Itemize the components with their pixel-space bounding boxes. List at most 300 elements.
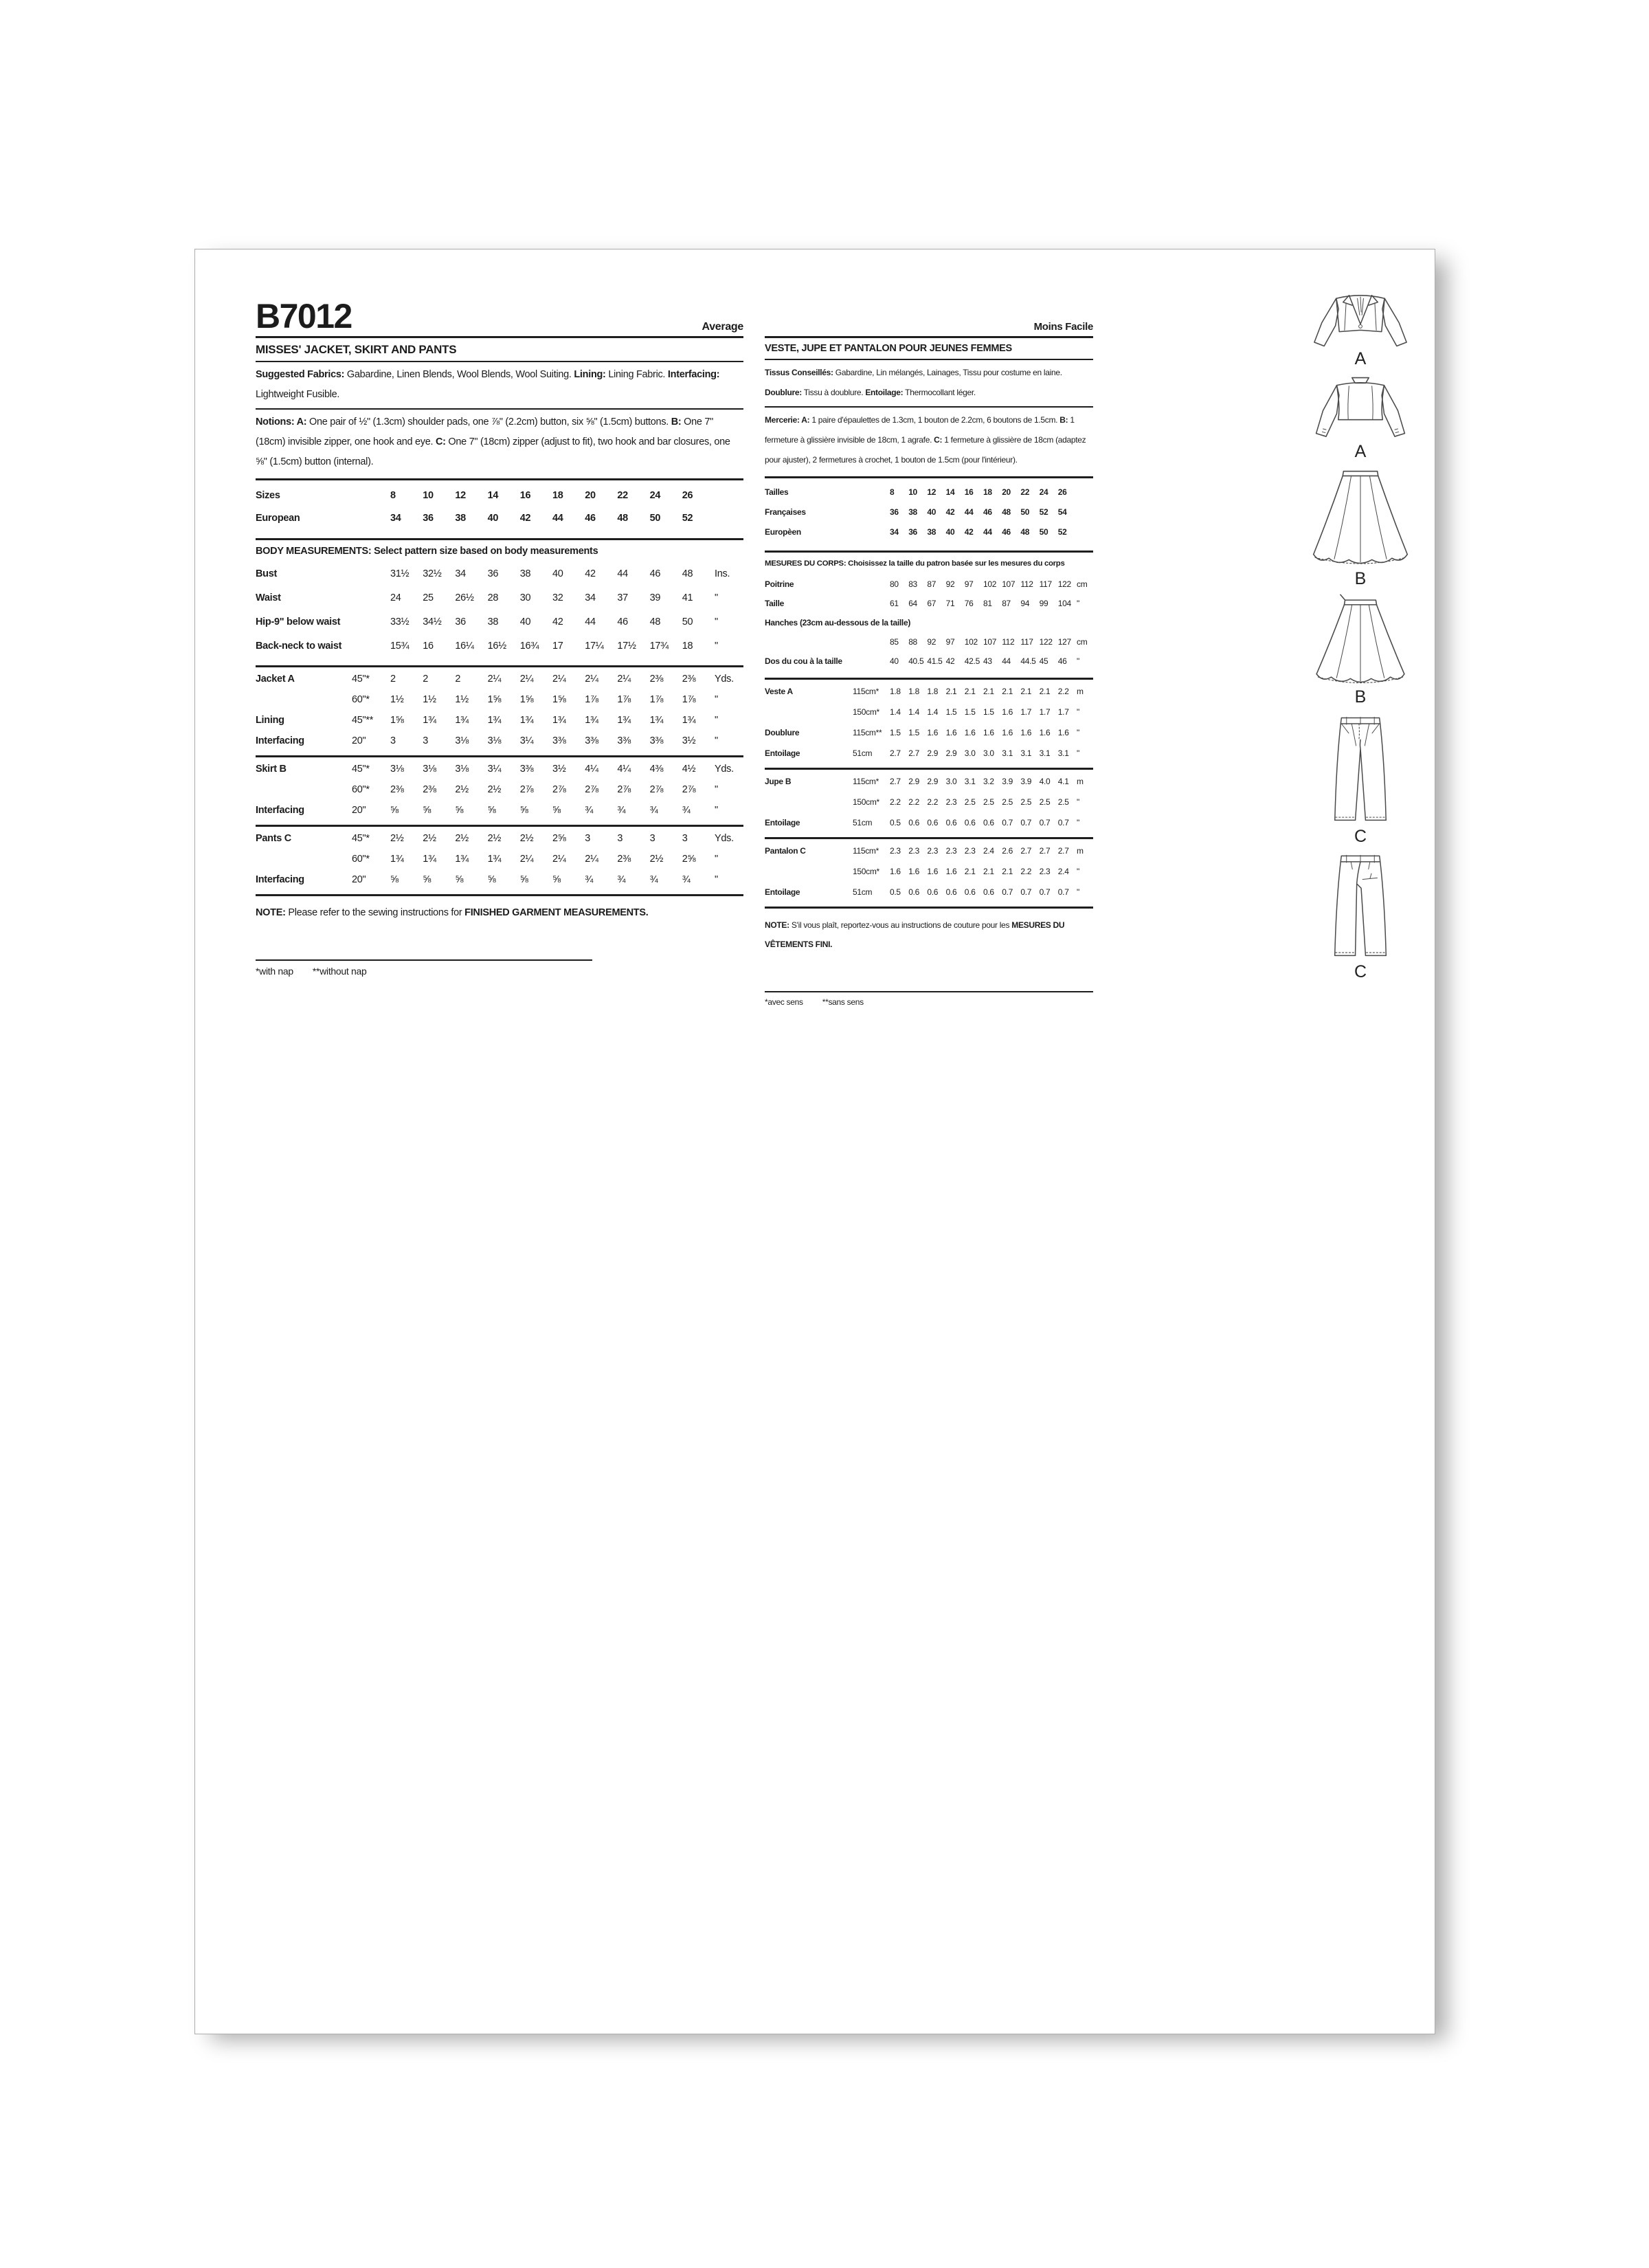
- table-cell: 2.5: [1020, 797, 1032, 807]
- table-cell: 1⅞: [585, 693, 598, 705]
- table-cell: 2: [423, 673, 428, 685]
- table-cell: 2.9: [927, 748, 939, 758]
- row-label: Lining: [256, 714, 284, 726]
- table-cell: 1.6: [945, 727, 957, 737]
- width-spec: 45"*: [352, 763, 370, 775]
- table-cell: 1.5: [890, 727, 901, 737]
- table-cell: 44.5: [1020, 656, 1036, 666]
- table-cell: 1¾: [455, 714, 469, 726]
- table-cell: 2.3: [945, 797, 957, 807]
- table-cell: 36: [890, 507, 899, 518]
- table-cell: 40: [487, 513, 499, 524]
- row-label: Skirt B: [256, 763, 287, 775]
- table-cell: 2.5: [1039, 797, 1051, 807]
- table-row: [765, 482, 1093, 502]
- table-cell: 37: [617, 592, 628, 604]
- skirt-back-illustration: [1303, 594, 1418, 688]
- figure-label: A: [1354, 349, 1367, 368]
- unit-cell: Ins.: [715, 568, 730, 580]
- table-cell: 0.6: [927, 887, 939, 897]
- table-cell: 2.1: [1002, 866, 1013, 876]
- table-cell: 17¾: [649, 641, 669, 652]
- table-cell: 2: [390, 673, 396, 685]
- lining-text: Lining Fabric.: [605, 368, 668, 380]
- table-cell: 107: [1002, 579, 1016, 589]
- footnote-with-nap: *with nap: [256, 965, 293, 977]
- table-cell: 48: [682, 568, 693, 580]
- table-cell: 2.2: [908, 797, 919, 807]
- table-cell: 2⅞: [585, 783, 598, 795]
- table-cell: 1.6: [908, 866, 919, 876]
- table-cell: 2½: [487, 832, 502, 844]
- table-cell: 42: [552, 616, 563, 628]
- unit-cell: ": [715, 853, 718, 865]
- table-cell: 26: [682, 490, 693, 502]
- table-cell: 31½: [390, 568, 410, 580]
- unit-cell: ": [715, 616, 718, 628]
- table-cell: 16: [964, 487, 974, 498]
- table-cell: 22: [1020, 487, 1030, 498]
- table-cell: 2.9: [945, 748, 957, 758]
- row-label: Sizes: [256, 490, 280, 502]
- row-label: Dos du cou à la taille: [765, 656, 842, 666]
- table-cell: 1⅝: [552, 693, 566, 705]
- table-cell: ⅝: [519, 874, 528, 885]
- table-cell: 1½: [455, 693, 469, 705]
- figure-label: C: [1354, 827, 1367, 846]
- table-cell: 1⅝: [390, 714, 404, 726]
- table-cell: 38: [455, 513, 466, 524]
- table-cell: 16¼: [455, 641, 474, 652]
- table-cell: 42.5: [964, 656, 980, 666]
- table-cell: 1.5: [964, 707, 976, 717]
- table-row: [256, 869, 743, 890]
- jacket-front-illustration: [1303, 289, 1418, 350]
- width-spec: 51cm: [853, 748, 873, 758]
- table-cell: 3.1: [1057, 748, 1069, 758]
- table-cell: 46: [649, 568, 661, 580]
- table-cell: 38: [908, 507, 917, 518]
- table-cell: 0.5: [890, 817, 901, 827]
- table-cell: 36: [908, 527, 917, 537]
- table-cell: 1.6: [927, 727, 939, 737]
- table-cell: 20: [585, 490, 596, 502]
- row-label: Doublure: [765, 727, 800, 737]
- english-column: [256, 289, 743, 977]
- unit-cell: ": [715, 714, 718, 726]
- table-row: [256, 759, 743, 779]
- table-cell: 2⅝: [682, 853, 696, 865]
- table-cell: 122: [1057, 579, 1071, 589]
- yardage-pants-en: [256, 827, 743, 891]
- table-row: [765, 882, 1093, 902]
- width-spec: 60"*: [352, 853, 370, 865]
- table-cell: 3¼: [519, 735, 534, 746]
- table-cell: 3⅜: [519, 763, 534, 775]
- note-label: NOTE:: [256, 907, 286, 918]
- table-cell: 2¼: [552, 673, 566, 685]
- table-cell: 3: [585, 832, 590, 844]
- table-cell: 87: [927, 579, 936, 589]
- table-cell: 3: [617, 832, 623, 844]
- width-spec: 45"*: [352, 832, 370, 844]
- table-cell: 104: [1057, 598, 1071, 608]
- body-measurements-table-fr: [765, 553, 1093, 675]
- table-cell: 42: [945, 656, 955, 666]
- note-text: S'il vous plaît, reportez-vous au instructions de couture pour les: [789, 920, 1012, 930]
- table-cell: 44: [964, 507, 974, 518]
- width-spec: 150cm*: [853, 866, 879, 876]
- table-cell: 2.5: [983, 797, 994, 807]
- figure-pants-back: [1294, 852, 1426, 981]
- table-cell: 0.7: [1057, 887, 1069, 897]
- unit-cell: m: [1077, 776, 1084, 786]
- table-cell: 2.3: [1039, 866, 1051, 876]
- table-cell: 1¾: [585, 714, 598, 726]
- table-cell: 3⅛: [423, 763, 436, 775]
- table-cell: 48: [617, 513, 628, 524]
- table-cell: 8: [390, 490, 396, 502]
- table-cell: 50: [1020, 507, 1030, 518]
- table-cell: 2½: [487, 783, 502, 795]
- table-cell: 16: [519, 490, 531, 502]
- table-cell: 1.8: [927, 686, 939, 696]
- table-cell: 40.5: [908, 656, 924, 666]
- unit-cell: m: [1077, 845, 1084, 856]
- width-spec: 60"*: [352, 783, 370, 795]
- table-cell: 1.6: [927, 866, 939, 876]
- table-cell: 1¾: [423, 714, 436, 726]
- row-label: Françaises: [765, 507, 806, 518]
- unit-cell: ": [715, 874, 718, 885]
- table-cell: 1.6: [1057, 727, 1069, 737]
- table-cell: ¾: [682, 874, 691, 885]
- table-cell: 2.4: [983, 845, 994, 856]
- table-row: [765, 575, 1093, 594]
- table-cell: 2⅞: [649, 783, 664, 795]
- table-cell: 1⅞: [682, 693, 696, 705]
- table-cell: 112: [1002, 636, 1015, 647]
- table-cell: 14: [487, 490, 499, 502]
- table-row: [256, 689, 743, 710]
- table-cell: 50: [682, 616, 693, 628]
- unit-cell: ": [1077, 748, 1079, 758]
- table-cell: 40: [890, 656, 899, 666]
- notions-c-label: C:: [934, 434, 943, 445]
- table-cell: 2.7: [1039, 845, 1051, 856]
- table-cell: 38: [519, 568, 531, 580]
- table-cell: 0.7: [1020, 887, 1032, 897]
- table-cell: 1.5: [908, 727, 919, 737]
- note-text: Please refer to the sewing instructions for: [285, 907, 465, 918]
- table-cell: 3⅛: [455, 763, 469, 775]
- notions-b-text: One 7" (18cm) invisible zipper, one hook and eye.: [256, 416, 714, 447]
- table-cell: 3.9: [1002, 776, 1013, 786]
- table-cell: 1⅞: [649, 693, 664, 705]
- table-row: [256, 610, 743, 634]
- row-label: Hanches (23cm au-dessous de la taille): [765, 617, 911, 627]
- table-cell: 34½: [423, 616, 442, 628]
- row-label: Interfacing: [256, 804, 304, 816]
- yardage-skirt-fr: [765, 770, 1093, 834]
- table-cell: 0.6: [964, 817, 976, 827]
- table-cell: 0.5: [890, 887, 901, 897]
- figure-jacket-back: [1294, 374, 1426, 460]
- table-row: [256, 507, 743, 530]
- unit-cell: m: [1077, 686, 1084, 696]
- table-cell: 46: [1057, 656, 1067, 666]
- table-cell: 1.6: [1002, 707, 1013, 717]
- note-label: NOTE:: [765, 920, 789, 930]
- table-cell: 2⅞: [552, 783, 566, 795]
- unit-cell: ": [1077, 727, 1079, 737]
- footnote-avec-sens: *avec sens: [765, 997, 803, 1007]
- table-cell: 1⅝: [487, 693, 502, 705]
- table-cell: 48: [1002, 507, 1011, 518]
- table-cell: 10: [423, 490, 434, 502]
- table-cell: 46: [585, 513, 596, 524]
- table-cell: 28: [487, 592, 499, 604]
- unit-cell: ": [1077, 797, 1079, 807]
- table-cell: 3⅜: [552, 735, 566, 746]
- table-header: BODY MEASUREMENTS: Select pattern size based on body measurements: [256, 545, 598, 557]
- table-cell: 92: [927, 636, 936, 647]
- table-cell: 1⅝: [519, 693, 534, 705]
- table-cell: 2.1: [983, 686, 994, 696]
- table-cell: 2½: [649, 853, 664, 865]
- table-cell: 48: [649, 616, 661, 628]
- unit-cell: Yds.: [715, 673, 734, 685]
- table-cell: ⅝: [552, 874, 561, 885]
- table-header: MESURES DU CORPS: Choisissez la taille du patron basée sur les mesures du corps: [765, 559, 1065, 568]
- table-cell: ⅝: [487, 804, 496, 816]
- row-label: Poitrine: [765, 579, 794, 589]
- french-column: [765, 289, 1093, 1007]
- table-cell: 17¼: [585, 641, 604, 652]
- unit-cell: ": [1077, 817, 1079, 827]
- table-cell: 32½: [423, 568, 442, 580]
- table-cell: 24: [649, 490, 661, 502]
- width-spec: 115cm*: [853, 686, 879, 696]
- table-cell: ¾: [649, 804, 658, 816]
- table-cell: 2.3: [908, 845, 919, 856]
- fabrics-text: Gabardine, Linen Blends, Wool Blends, Wool Suiting.: [344, 368, 574, 380]
- table-cell: 2.9: [927, 776, 939, 786]
- fabrics-label: Tissus Conseillés:: [765, 367, 833, 377]
- table-cell: 4.1: [1057, 776, 1069, 786]
- table-cell: 3¼: [487, 763, 502, 775]
- table-cell: ¾: [585, 804, 593, 816]
- table-cell: 2¼: [585, 673, 598, 685]
- table-cell: ⅝: [487, 874, 496, 885]
- table-row: [765, 702, 1093, 722]
- table-cell: 71: [945, 598, 955, 608]
- table-row: [765, 632, 1093, 652]
- table-cell: 2.9: [908, 776, 919, 786]
- table-cell: 2.7: [1057, 845, 1069, 856]
- table-cell: 2.5: [1002, 797, 1013, 807]
- table-cell: 40: [927, 507, 936, 518]
- table-cell: 2.7: [890, 748, 901, 758]
- table-row: [765, 861, 1093, 882]
- table-cell: 1.6: [1002, 727, 1013, 737]
- table-cell: 1.8: [890, 686, 901, 696]
- width-spec: 20": [352, 735, 366, 746]
- unit-cell: ": [715, 735, 718, 746]
- table-cell: ¾: [617, 874, 626, 885]
- notions-c-label: C:: [435, 436, 446, 447]
- table-cell: 2⅜: [649, 673, 664, 685]
- table-cell: 2.2: [890, 797, 901, 807]
- notions-c-text: 1 fermeture à glissière de 18cm (adaptez pour ajuster), 2 fermetures à crochet, 1 bouton de 1.5cm (pour l'intérieur).: [765, 434, 1086, 465]
- table-cell: 32: [552, 592, 563, 604]
- table-cell: 2½: [519, 832, 534, 844]
- table-cell: ⅝: [552, 804, 561, 816]
- page-title-en: MISSES' JACKET, SKIRT AND PANTS: [256, 343, 457, 356]
- table-row: [256, 779, 743, 800]
- lining-label: Lining:: [574, 368, 606, 380]
- table-cell: 2.5: [964, 797, 976, 807]
- row-label: Veste A: [765, 686, 793, 696]
- table-cell: 3.1: [964, 776, 976, 786]
- note-emphasis: FINISHED GARMENT MEASUREMENTS.: [464, 907, 649, 918]
- table-cell: 0.7: [1002, 817, 1013, 827]
- table-row: [765, 792, 1093, 812]
- table-row: [256, 586, 743, 610]
- table-cell: 2.3: [890, 845, 901, 856]
- table-cell: 3: [682, 832, 688, 844]
- table-cell: 4½: [682, 763, 696, 775]
- table-row: [765, 594, 1093, 613]
- table-cell: 44: [1002, 656, 1011, 666]
- table-cell: 4¼: [585, 763, 598, 775]
- table-cell: 3.2: [983, 776, 994, 786]
- table-cell: 3.1: [1002, 748, 1013, 758]
- width-spec: 45"**: [352, 714, 374, 726]
- difficulty-label-en: Average: [702, 320, 743, 333]
- table-cell: 3.0: [964, 748, 976, 758]
- unit-cell: ": [1077, 598, 1079, 608]
- table-cell: 1.7: [1020, 707, 1032, 717]
- pattern-envelope-back-page: [194, 249, 1435, 2034]
- table-cell: 0.7: [1002, 887, 1013, 897]
- width-spec: 20": [352, 874, 366, 885]
- notions-b-label: B:: [1059, 414, 1068, 425]
- table-cell: 87: [1002, 598, 1011, 608]
- table-cell: 122: [1039, 636, 1053, 647]
- yardage-jacket-fr: [765, 680, 1093, 765]
- footnote-en: [256, 959, 592, 977]
- fabrics-text: Gabardine, Lin mélangés, Lainages, Tissu pour costume en laine.: [833, 367, 1062, 377]
- notions-paragraph-fr: [765, 408, 1093, 474]
- table-cell: 1.7: [1039, 707, 1051, 717]
- table-row: [256, 562, 743, 586]
- table-cell: 2.1: [945, 686, 957, 696]
- table-cell: 1.6: [1039, 727, 1051, 737]
- table-cell: 117: [1020, 636, 1033, 647]
- table-cell: 1.6: [890, 866, 901, 876]
- divider: [256, 894, 743, 896]
- interfacing-text: Thermocollant léger.: [903, 387, 976, 397]
- table-cell: 107: [983, 636, 997, 647]
- table-cell: 3.1: [1039, 748, 1051, 758]
- table-cell: 3⅛: [487, 735, 502, 746]
- table-cell: 17½: [617, 641, 636, 652]
- table-cell: 12: [455, 490, 466, 502]
- table-cell: ⅝: [390, 874, 399, 885]
- table-cell: 2⅜: [390, 783, 404, 795]
- table-cell: 2¼: [519, 853, 534, 865]
- table-cell: 2½: [390, 832, 404, 844]
- table-cell: 0.6: [908, 887, 919, 897]
- table-cell: 22: [617, 490, 628, 502]
- table-cell: 2¼: [552, 853, 566, 865]
- table-cell: 24: [1039, 487, 1048, 498]
- table-cell: 0.6: [945, 817, 957, 827]
- table-cell: 2⅝: [552, 832, 566, 844]
- table-row: [256, 800, 743, 821]
- table-cell: 38: [927, 527, 936, 537]
- table-cell: 61: [890, 598, 899, 608]
- fabrics-paragraph-fr: [765, 360, 1093, 406]
- table-cell: 3: [423, 735, 428, 746]
- table-cell: 4.0: [1039, 776, 1051, 786]
- width-spec: 60"*: [352, 693, 370, 705]
- table-cell: 42: [945, 507, 955, 518]
- table-cell: 3½: [682, 735, 696, 746]
- table-cell: 43: [983, 656, 992, 666]
- table-cell: 117: [1039, 579, 1052, 589]
- table-cell: 1¾: [487, 714, 502, 726]
- table-cell: 40: [519, 616, 531, 628]
- table-row: [765, 841, 1093, 861]
- table-cell: ¾: [617, 804, 626, 816]
- table-cell: 2.7: [908, 748, 919, 758]
- table-cell: 26½: [455, 592, 474, 604]
- table-cell: 112: [1020, 579, 1033, 589]
- table-cell: 83: [908, 579, 917, 589]
- table-cell: 36: [487, 568, 499, 580]
- table-cell: 38: [487, 616, 499, 628]
- footnote-sans-sens: **sans sens: [822, 997, 864, 1007]
- unit-cell: cm: [1077, 579, 1088, 589]
- row-label: Back-neck to waist: [256, 641, 342, 652]
- table-cell: 0.6: [908, 817, 919, 827]
- table-cell: 2¼: [519, 673, 534, 685]
- table-cell: 2.4: [1057, 866, 1069, 876]
- table-cell: 0.6: [964, 887, 976, 897]
- table-cell: 3⅜: [585, 735, 598, 746]
- table-cell: 1¾: [423, 853, 436, 865]
- table-cell: 1.6: [983, 727, 994, 737]
- table-cell: 1¾: [649, 714, 664, 726]
- table-cell: 3.0: [983, 748, 994, 758]
- notions-a-text: 1 paire d'épaulettes de 1.3cm, 1 bouton de 2.2cm, 6 boutons de 1.5cm.: [809, 414, 1060, 425]
- unit-cell: ": [1077, 887, 1079, 897]
- table-cell: ¾: [649, 874, 658, 885]
- lining-text: Tissu à doublure.: [801, 387, 866, 397]
- table-cell: 18: [552, 490, 563, 502]
- jacket-back-illustration: [1303, 374, 1418, 443]
- table-cell: 1¾: [617, 714, 631, 726]
- table-cell: 44: [585, 616, 596, 628]
- garment-illustrations: [1294, 289, 1426, 987]
- table-cell: 42: [519, 513, 531, 524]
- table-cell: 1.5: [983, 707, 994, 717]
- table-cell: 102: [964, 636, 978, 647]
- table-cell: 0.7: [1039, 817, 1051, 827]
- table-cell: 26: [1057, 487, 1067, 498]
